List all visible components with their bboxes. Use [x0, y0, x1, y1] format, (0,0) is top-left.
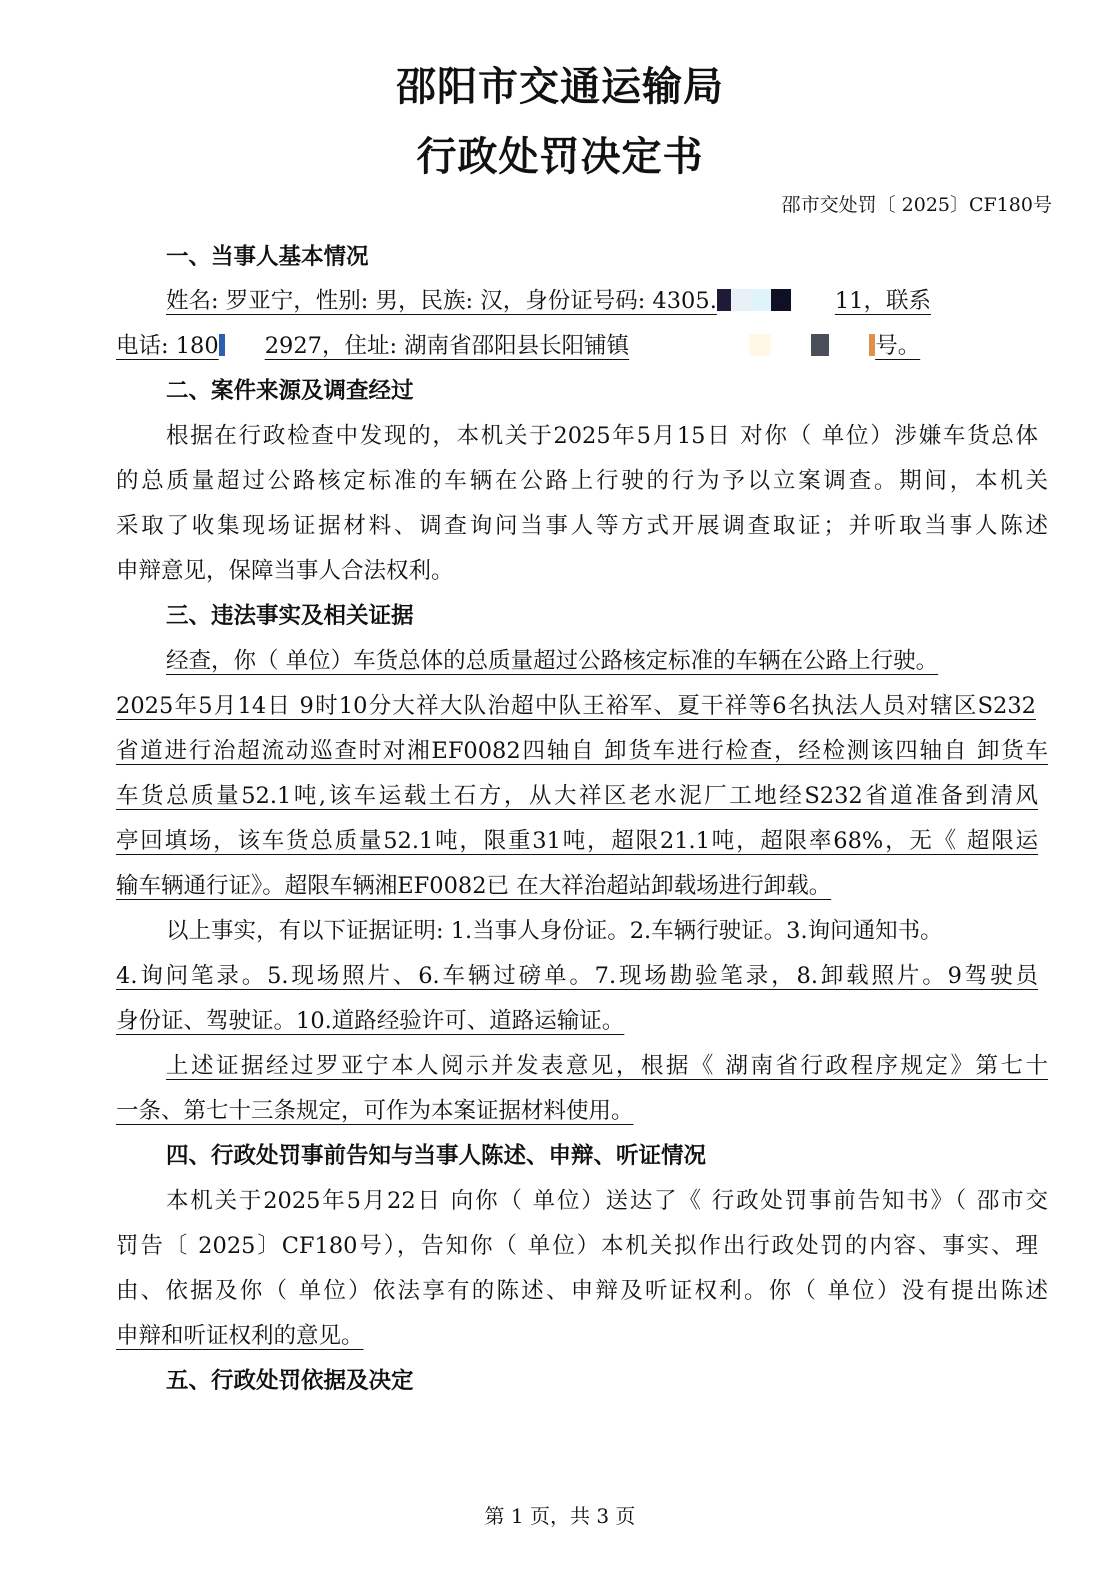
section2-heading: 二、案件来源及调查经过	[166, 378, 414, 404]
evidence-line: 4.询问笔录。5.现场照片、6.车辆过磅单。7.现场勘验笔录，8.卸载照片。9驾驶员	[116, 963, 1038, 989]
section3-line: 经查，你（ 单位）车货总体的总质量超过公路核定标准的车辆在公路上行驶。	[166, 648, 939, 674]
section3-line: 亭回填场，该车货总质量52.1吨，限重31吨，超限21.1吨，超限率68%，无《 超限运	[116, 828, 1038, 854]
page-number: 第 1 页，共 3 页	[484, 1504, 636, 1528]
evidence-line: 上述证据经过罗亚宁本人阅示并发表意见，根据《 湖南省行政程序规定》第七十	[166, 1053, 1048, 1079]
redaction-block	[749, 334, 771, 356]
section2-line: 根据在行政检查中发现的，本机关于2025年5月15日 对你（ 单位）涉嫌车货总体	[166, 423, 1038, 449]
redaction-block	[219, 334, 225, 356]
redaction-block	[731, 289, 751, 311]
section2-line: 的总质量超过公路核定标准的车辆在公路上行驶的行为予以立案调查。期间，本机关	[116, 468, 1048, 494]
agency-title: 邵阳市交通运输局	[396, 64, 724, 110]
section2-line: 采取了收集现场证据材料、调查询问当事人等方式开展调查取证；并听取当事人陈述	[116, 513, 1048, 539]
section4-heading: 四、行政处罚事前告知与当事人陈述、申辩、听证情况	[166, 1143, 707, 1169]
redaction-block	[751, 289, 771, 311]
redaction-block	[811, 334, 829, 356]
section4-line: 由、依据及你（ 单位）依法享有的陈述、申辩及听证权利。你（ 单位）没有提出陈述	[116, 1278, 1048, 1304]
section1-heading: 一、当事人基本情况	[166, 244, 369, 270]
party-info-line1	[166, 286, 1056, 316]
document-title: 行政处罚决定书	[416, 134, 704, 180]
section3-line: 车货总质量52.1吨,该车运载土石方，从大祥区老水泥厂工地经S232省道准备到清风	[116, 783, 1038, 809]
party-info-line2	[116, 331, 1056, 361]
redaction-block	[771, 289, 791, 311]
section3-heading: 三、违法事实及相关证据	[166, 603, 414, 629]
section3-line: 输车辆通行证》。超限车辆湘EF0082已 在大祥治超站卸载场进行卸载。	[116, 873, 832, 899]
evidence-line: 身份证、驾驶证。10.道路经验许可、道路运输证。	[116, 1008, 625, 1034]
party-phone-text: 电话: 180	[116, 333, 219, 359]
section4-line: 申辩和听证权利的意见。	[116, 1323, 364, 1349]
section5-heading: 五、行政处罚依据及决定	[166, 1368, 414, 1394]
section3-line: 2025年5月14日 9时10分大祥大队治超中队王裕军、夏干祥等6名执法人员对辖区S232	[116, 693, 1036, 719]
section4-line: 本机关于2025年5月22日 向你（ 单位）送达了《 行政处罚事前告知书》（ 邵市交	[166, 1188, 1048, 1214]
document-number: 邵市交处罚〔 2025〕CF180号	[781, 194, 1052, 216]
evidence-line: 以上事实，有以下证据证明: 1.当事人身份证。2.车辆行驶证。3.询问通知书。	[166, 918, 943, 944]
section4-line: 罚告〔 2025〕CF180号），告知你（ 单位）本机关拟作出行政处罚的内容、事实、理	[116, 1233, 1038, 1259]
party-id-suffix: 11，联系	[834, 288, 931, 314]
evidence-line: 一条、第七十三条规定，可作为本案证据材料使用。	[116, 1098, 634, 1124]
section3-line: 省道进行治超流动巡查时对湘EF0082四轴自 卸货车进行检查，经检测该四轴自 卸货车	[116, 738, 1048, 764]
party-name-id-text: 姓名: 罗亚宁，性别: 男，民族: 汉，身份证号码: 4305.	[166, 288, 717, 314]
section2-line: 申辩意见，保障当事人合法权利。	[116, 558, 454, 584]
party-address-end: 号。	[875, 333, 921, 359]
redaction-block	[717, 289, 731, 311]
party-address-text: 2927，住址: 湖南省邵阳县长阳铺镇	[264, 333, 630, 359]
